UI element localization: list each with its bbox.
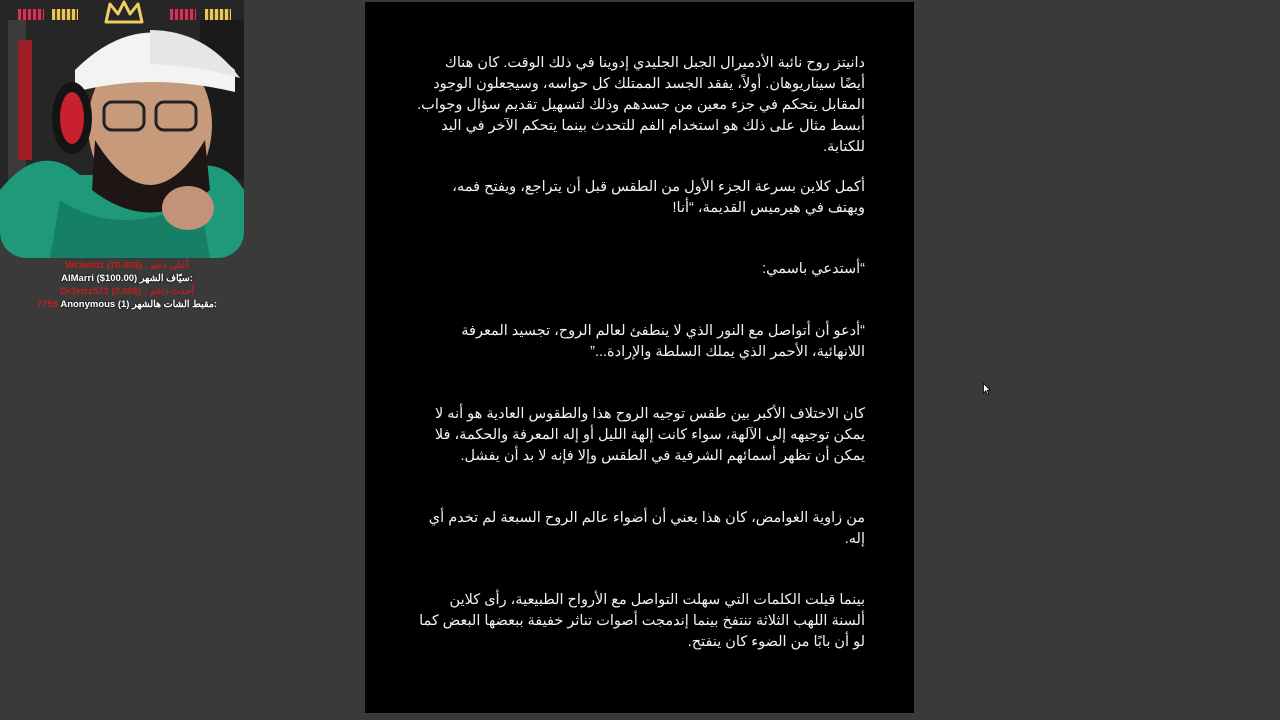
chat-keeper-prefix: 7756: [36, 299, 59, 310]
overlay-pattern-red-right: [170, 9, 196, 20]
paragraph-4: “أدعو أن أتواصل مع النور الذي لا ينطفئ لعالم الروح، تجسيد المعرفة اللانهائية، الأحمر الذي يملك السلطة والإرادة...”: [461, 323, 865, 360]
chat-keeper-line: [0, 298, 254, 311]
paragraph-1: دانيتز روح نائبة الأدميرال الجبل الجليدي إدوينا في ذلك الوقت. كان هناك أيضًا سيناريوهان. أولاً، يفقد الجسد الممتلك كل حواسه، وسيجعلون الوجود المقابل يتحكم في جزء معين من جسدهم وذلك لتسهيل تقديم سؤال وجواب. أبسط مثال على ذلك هو استخدام الفم للتحدث بينما يتحكم الآخر في اليد للكتابة.: [417, 55, 865, 155]
month-sword-name: AlMarri: [61, 273, 94, 284]
month-sword-line: [0, 272, 254, 285]
latest-donor-line: Dr3etrz573 (2.00$) : أحدث داعم: [60, 286, 194, 297]
overlay-pattern-red-left: [18, 9, 44, 20]
overlay-pattern-gold-left: [52, 9, 78, 20]
paragraph-7: بينما قيلت الكلمات التي سهلت التواصل مع الأرواح الطبيعية، رأى كلاين ألسنة اللهب الثلاثة تنتفخ بينما إندمجت أصوات تناثر خفيفة ببعضها البعض كما لو أن بابًا من الضوء كان ينفتح.: [419, 592, 865, 650]
paragraph-3: “أستدعي باسمي:: [762, 261, 865, 277]
paragraph-5: كان الاختلاف الأكبر بين طقس توجيه الروح هذا والطقوس العادية هو أنه لا يمكن توجيهه إلى الآلهة، سواء كانت إلهة الليل أو إله المعرفة والحكمة، فلا يمكن أن تظهر أسمائهم الشرفية في الطقس وإلا فإنه لا بد أن يفشل.: [434, 406, 865, 464]
overlay-pattern-gold-right: [205, 9, 231, 20]
streamer-video: [0, 0, 244, 258]
crown-icon: [103, 0, 145, 24]
webcam-feed: [0, 0, 244, 258]
top-donor-line: Wr3e0dz (70.00$) : أعلى دعم: [65, 260, 189, 271]
month-sword-label: سيّاف الشهر:: [139, 273, 193, 284]
month-sword-amount: ($100.00): [96, 273, 138, 284]
mouse-cursor-icon: [983, 383, 991, 395]
chat-keeper-name: Anonymous (1): [60, 299, 130, 310]
paragraph-2: أكمل كلاين بسرعة الجزء الأول من الطقس قبل أن يتراجع، ويفتح فمه، ويهتف في هيرميس القديمة، “أنا!: [452, 179, 865, 216]
paragraph-6: من زاوية الغوامض، كان هذا يعني أن أضواء عالم الروح السبعة لم تخدم أي إله.: [428, 510, 865, 547]
chat-keeper-label: مقبط الشات هالشهر:: [132, 299, 218, 310]
stream-stats-overlay: [0, 259, 254, 311]
document-page[interactable]: [365, 2, 914, 713]
